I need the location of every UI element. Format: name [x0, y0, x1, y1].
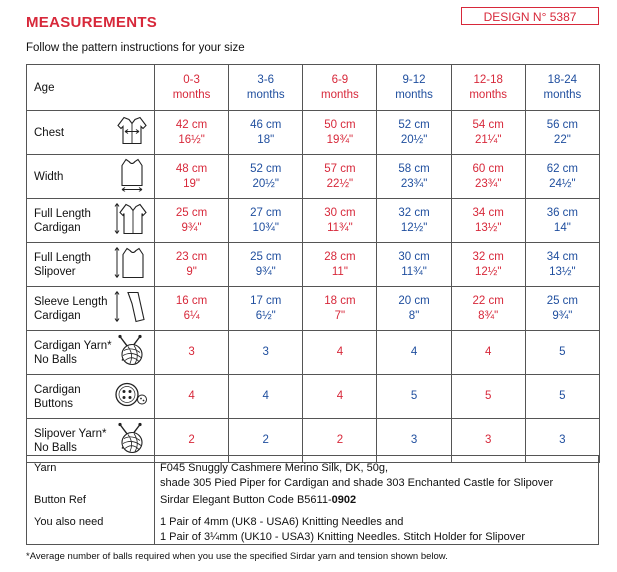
value-secondary: 9¾" [181, 221, 202, 234]
value-cell [303, 111, 377, 155]
details-table [26, 455, 599, 545]
row-label-line1: Sleeve Length [34, 295, 108, 308]
value-secondary: 6½" [255, 309, 276, 322]
value-primary: 20 cm [398, 294, 430, 307]
value-cell [229, 287, 303, 331]
value-primary: 3 [559, 434, 566, 446]
size-unit: months [543, 88, 582, 101]
row-label-line2: Cardigan [34, 309, 81, 322]
design-number-badge: DESIGN N° 5387 [461, 7, 599, 25]
size-age: 12-18 [473, 73, 503, 86]
table-row [27, 199, 600, 243]
row-label-line2: No Balls [34, 353, 77, 366]
yarn-line-2: shade 305 Pied Piper for Cardigan and shade 303 Enchanted Castle for Slipover [160, 477, 554, 489]
value-cell [303, 375, 377, 419]
row-label-line2: Slipover [34, 265, 76, 278]
value-primary: 3 [485, 434, 492, 446]
value-cell [303, 199, 377, 243]
value-primary: 54 cm [472, 118, 504, 131]
value-primary: 4 [188, 390, 195, 402]
row-label-line1: Cardigan Yarn* [34, 339, 112, 352]
value-primary: 34 cm [546, 250, 579, 263]
row-label-cell [27, 199, 155, 243]
value-primary: 32 cm [398, 206, 430, 219]
size-age: 9-12 [402, 73, 426, 86]
size-header-1 [229, 65, 303, 111]
value-cell [377, 287, 451, 331]
value-secondary: 9¾" [255, 265, 276, 278]
button-ref-label: Button Ref [34, 494, 86, 506]
value-primary: 17 cm [250, 294, 282, 307]
value-cell [451, 375, 525, 419]
value-primary: 58 cm [398, 162, 430, 175]
value-cell [377, 199, 451, 243]
value-cell [525, 155, 599, 199]
row-label-line1: Full Length [34, 207, 91, 220]
value-secondary: 14" [553, 221, 571, 234]
details-values [155, 456, 599, 545]
sleeve-length-icon [114, 289, 148, 328]
details-labels [27, 456, 155, 545]
value-primary: 4 [262, 390, 269, 402]
value-primary: 30 cm [398, 250, 430, 263]
value-secondary: 18" [257, 133, 275, 146]
value-secondary: 7" [334, 309, 346, 322]
value-primary: 18 cm [324, 294, 356, 307]
size-header-0 [155, 65, 229, 111]
row-label-line1: Slipover Yarn* [34, 427, 107, 440]
size-header-5 [525, 65, 599, 111]
value-primary: 36 cm [546, 206, 579, 219]
table-row [27, 375, 600, 419]
value-cell [303, 331, 377, 375]
value-cell [451, 331, 525, 375]
footnote: *Average number of balls required when you use the specified Sirdar yarn and tension shown below. [26, 551, 448, 562]
button-ref-text: Sirdar Elegant Button Code B5611- [160, 494, 332, 506]
row-label-line1: Cardigan [34, 383, 81, 396]
value-cell [377, 243, 451, 287]
need-line-2: 1 Pair of 3¼mm (UK10 - USA3) Knitting Needles. Stitch Holder for Slipover [160, 531, 525, 543]
need-line-1: 1 Pair of 4mm (UK8 - USA6) Knitting Needles and [160, 516, 404, 528]
table-row [27, 331, 600, 375]
yarn-ball-icon [114, 334, 148, 371]
value-primary: 5 [559, 390, 566, 402]
value-cell [377, 375, 451, 419]
size-age: 18-24 [547, 73, 578, 86]
value-primary: 42 cm [175, 118, 208, 131]
value-primary: 4 [336, 346, 344, 358]
value-cell [525, 331, 599, 375]
size-header-2 [303, 65, 377, 111]
table-row [27, 111, 600, 155]
value-primary: 2 [262, 434, 269, 446]
value-cell [377, 331, 451, 375]
value-cell [525, 111, 599, 155]
value-primary: 60 cm [472, 162, 504, 175]
value-secondary: 24½" [549, 177, 576, 190]
slipover-length-icon [114, 245, 148, 284]
value-cell [303, 287, 377, 331]
value-primary: 25 cm [175, 206, 208, 219]
value-cell [229, 331, 303, 375]
value-primary: 25 cm [250, 250, 282, 263]
value-cell [451, 243, 525, 287]
row-label-cell [27, 287, 155, 331]
value-primary: 25 cm [546, 294, 579, 307]
row-label-line2: Buttons [34, 397, 73, 410]
value-primary: 50 cm [324, 118, 356, 131]
table-row [27, 287, 600, 331]
value-secondary: 11" [331, 265, 348, 278]
row-label-cell [27, 331, 155, 375]
value-primary: 3 [410, 434, 418, 446]
value-secondary: 21¼" [474, 133, 502, 146]
value-secondary: 22" [553, 133, 571, 146]
size-age: 6-9 [331, 73, 349, 86]
slipover-width-icon [116, 157, 148, 196]
subtitle: Follow the pattern instructions for your size [26, 42, 245, 54]
size-unit: months [246, 88, 285, 101]
value-secondary: 9" [186, 265, 197, 278]
value-secondary: 23¾" [400, 177, 428, 190]
value-secondary: 10¾" [252, 221, 279, 234]
value-primary: 23 cm [175, 250, 208, 263]
age-label: Age [34, 81, 55, 94]
value-primary: 4 [336, 390, 344, 402]
value-cell [229, 243, 303, 287]
value-primary: 57 cm [324, 162, 356, 175]
value-cell [155, 199, 229, 243]
value-secondary: 19" [183, 177, 201, 190]
value-primary: 30 cm [324, 206, 356, 219]
value-secondary: 16½" [178, 133, 205, 146]
row-label-line2: No Balls [34, 441, 77, 454]
value-secondary: 11¾" [401, 265, 427, 278]
value-cell [229, 155, 303, 199]
button-ref-code: 0902 [331, 494, 357, 506]
size-unit: months [469, 88, 508, 101]
value-primary: 48 cm [175, 162, 208, 175]
value-primary: 22 cm [472, 294, 504, 307]
value-primary: 32 cm [472, 250, 504, 263]
yarn-label: Yarn [34, 462, 57, 474]
size-unit: months [172, 88, 211, 101]
value-cell [303, 155, 377, 199]
row-label-cell [27, 375, 155, 419]
value-primary: 52 cm [398, 118, 430, 131]
value-primary: 2 [336, 434, 344, 446]
row-label-line1: Chest [34, 126, 65, 139]
value-secondary: 8" [408, 309, 420, 322]
page-title: MEASUREMENTS [26, 14, 158, 31]
value-secondary: 22½" [326, 177, 354, 190]
size-header-3 [377, 65, 451, 111]
button-ref-value [160, 494, 356, 506]
value-cell [525, 375, 599, 419]
value-primary: 3 [188, 346, 195, 358]
table-row [27, 155, 600, 199]
value-cell [451, 287, 525, 331]
value-primary: 5 [485, 390, 492, 402]
value-primary: 4 [485, 346, 492, 358]
value-secondary: 12½" [474, 265, 502, 278]
value-cell [525, 199, 599, 243]
value-cell [155, 331, 229, 375]
header-row [27, 65, 600, 111]
value-cell [155, 287, 229, 331]
value-cell [155, 155, 229, 199]
value-cell [155, 111, 229, 155]
value-primary: 56 cm [546, 118, 579, 131]
value-cell [229, 199, 303, 243]
value-primary: 46 cm [250, 118, 282, 131]
value-primary: 2 [188, 434, 195, 446]
value-cell [229, 111, 303, 155]
size-header-4 [451, 65, 525, 111]
value-secondary: 13½" [549, 265, 576, 278]
value-cell [451, 199, 525, 243]
value-cell [377, 111, 451, 155]
value-secondary: 6¼ [183, 309, 200, 322]
cardigan-length-icon [114, 201, 148, 240]
value-cell [451, 155, 525, 199]
value-secondary: 20½" [252, 177, 279, 190]
age-header-cell [27, 65, 155, 111]
value-primary: 27 cm [250, 206, 282, 219]
value-primary: 5 [559, 346, 566, 358]
value-primary: 3 [262, 346, 269, 358]
value-cell [229, 375, 303, 419]
value-secondary: 20½" [400, 133, 428, 146]
size-unit: months [395, 88, 433, 101]
value-primary: 52 cm [250, 162, 282, 175]
size-age: 0-3 [183, 73, 200, 86]
value-primary: 4 [410, 346, 418, 358]
value-cell [525, 243, 599, 287]
size-unit: months [321, 88, 359, 101]
value-cell [377, 155, 451, 199]
table-row [27, 243, 600, 287]
value-cell [155, 243, 229, 287]
row-label-cell [27, 111, 155, 155]
row-label-line1: Width [34, 170, 64, 183]
value-cell [303, 243, 377, 287]
measurements-table [26, 64, 600, 463]
value-primary: 62 cm [546, 162, 579, 175]
yarn-line-1: F045 Snuggly Cashmere Merino Silk, DK, 50g, [160, 462, 389, 474]
size-age: 3-6 [257, 73, 275, 86]
value-primary: 28 cm [324, 250, 356, 263]
value-secondary: 19¾" [326, 133, 354, 146]
row-label-cell [27, 243, 155, 287]
button-icon [114, 379, 148, 414]
also-need-label: You also need [34, 516, 104, 528]
value-secondary: 12½" [400, 221, 428, 234]
value-secondary: 13½" [474, 221, 502, 234]
value-secondary: 11¾" [327, 221, 353, 234]
value-secondary: 23¾" [474, 177, 502, 190]
value-secondary: 8¾" [478, 309, 499, 322]
cardigan-chest-icon [116, 115, 148, 150]
row-label-cell [27, 155, 155, 199]
value-primary: 34 cm [472, 206, 504, 219]
value-cell [451, 111, 525, 155]
value-cell [525, 287, 599, 331]
yarn-ball-icon [114, 422, 148, 459]
value-secondary: 9¾" [552, 309, 573, 322]
row-label-line1: Full Length [34, 251, 91, 264]
value-primary: 16 cm [175, 294, 208, 307]
row-label-line2: Cardigan [34, 221, 81, 234]
value-cell [155, 375, 229, 419]
value-primary: 5 [410, 390, 418, 402]
